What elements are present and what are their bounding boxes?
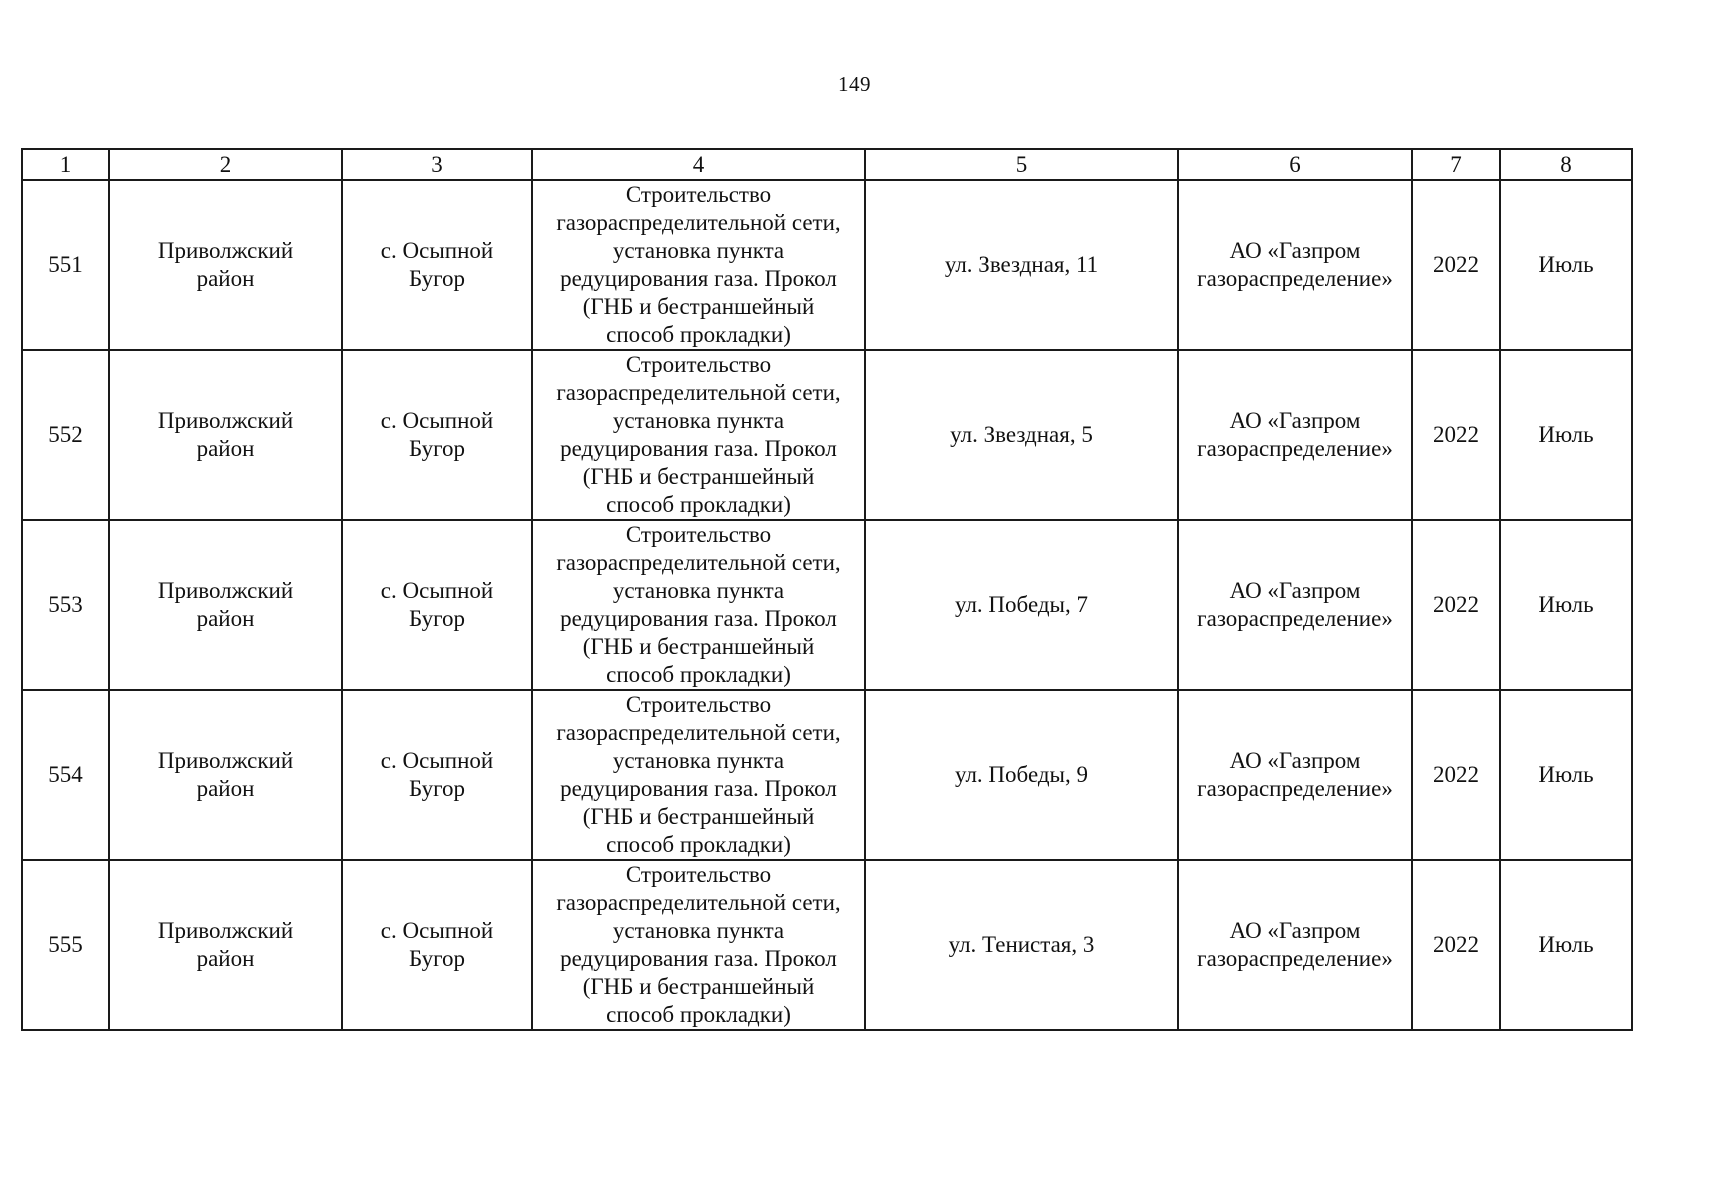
row-number-cell: 554 — [22, 690, 109, 860]
year-cell: 2022 — [1412, 180, 1500, 350]
district-line: район — [196, 436, 255, 461]
row-number-cell: 553 — [22, 520, 109, 690]
work-description-cell — [532, 690, 865, 860]
work-line: установка пункта — [612, 578, 785, 603]
work-line: установка пункта — [612, 408, 785, 433]
work-line: Строительство — [625, 862, 772, 887]
year-cell: 2022 — [1412, 520, 1500, 690]
column-number-header: 4 — [532, 149, 865, 180]
column-number-header: 7 — [1412, 149, 1500, 180]
organization-line: АО «Газпром — [1229, 238, 1361, 263]
work-line: Строительство — [625, 182, 772, 207]
work-line: газораспределительной сети, — [556, 380, 841, 405]
organization-line: газораспределение» — [1197, 266, 1393, 291]
column-number-header: 5 — [865, 149, 1178, 180]
district-cell — [109, 350, 342, 520]
column-number-header: 1 — [22, 149, 109, 180]
settlement-line: Бугор — [409, 946, 465, 971]
district-line: район — [196, 776, 255, 801]
organization-cell — [1178, 860, 1412, 1030]
work-line: установка пункта — [612, 238, 785, 263]
settlement-line: Бугор — [409, 776, 465, 801]
organization-line: газораспределение» — [1197, 946, 1393, 971]
work-line: редуцирования газа. Прокол — [560, 946, 837, 971]
address-cell: ул. Победы, 7 — [865, 520, 1178, 690]
settlement-cell — [342, 520, 532, 690]
organization-cell — [1178, 350, 1412, 520]
district-cell — [109, 860, 342, 1030]
settlement-cell — [342, 350, 532, 520]
work-line: газораспределительной сети, — [556, 550, 841, 575]
district-line: район — [196, 266, 255, 291]
work-description-cell — [532, 860, 865, 1030]
work-line: (ГНБ и бестраншейный — [582, 464, 815, 489]
settlement-line: с. Осыпной — [380, 918, 494, 943]
address-cell: ул. Победы, 9 — [865, 690, 1178, 860]
work-line: газораспределительной сети, — [556, 720, 841, 745]
page-number: 149 — [838, 72, 871, 96]
settlement-line: с. Осыпной — [380, 748, 494, 773]
organization-line: АО «Газпром — [1229, 918, 1361, 943]
district-line: район — [196, 606, 255, 631]
year-cell: 2022 — [1412, 860, 1500, 1030]
work-line: редуцирования газа. Прокол — [560, 436, 837, 461]
district-cell — [109, 690, 342, 860]
work-line: редуцирования газа. Прокол — [560, 606, 837, 631]
district-line: Приволжский — [157, 918, 294, 943]
table-row — [22, 520, 1632, 690]
settlement-line: с. Осыпной — [380, 578, 494, 603]
settlement-line: Бугор — [409, 436, 465, 461]
district-line: Приволжский — [157, 578, 294, 603]
table-row — [22, 180, 1632, 350]
work-line: способ прокладки) — [606, 492, 791, 517]
column-number-header: 3 — [342, 149, 532, 180]
organization-line: АО «Газпром — [1229, 578, 1361, 603]
organization-cell — [1178, 520, 1412, 690]
address-cell: ул. Звездная, 11 — [865, 180, 1178, 350]
organization-line: газораспределение» — [1197, 606, 1393, 631]
works-schedule-table — [21, 148, 1633, 1031]
work-line: способ прокладки) — [606, 662, 791, 687]
row-number-cell: 555 — [22, 860, 109, 1030]
year-cell: 2022 — [1412, 350, 1500, 520]
row-number-cell: 551 — [22, 180, 109, 350]
month-cell: Июль — [1500, 860, 1632, 1030]
district-line: район — [196, 946, 255, 971]
district-line: Приволжский — [157, 408, 294, 433]
column-number-header: 6 — [1178, 149, 1412, 180]
district-cell — [109, 520, 342, 690]
work-description-cell — [532, 520, 865, 690]
month-cell: Июль — [1500, 350, 1632, 520]
settlement-line: с. Осыпной — [380, 238, 494, 263]
work-line: (ГНБ и бестраншейный — [582, 294, 815, 319]
table-row — [22, 350, 1632, 520]
district-line: Приволжский — [157, 748, 294, 773]
table-row — [22, 690, 1632, 860]
address-cell: ул. Звездная, 5 — [865, 350, 1178, 520]
work-line: установка пункта — [612, 918, 785, 943]
work-line: установка пункта — [612, 748, 785, 773]
month-cell: Июль — [1500, 520, 1632, 690]
organization-cell — [1178, 690, 1412, 860]
column-number-header: 8 — [1500, 149, 1632, 180]
work-description-cell — [532, 350, 865, 520]
work-line: способ прокладки) — [606, 322, 791, 347]
row-number-cell: 552 — [22, 350, 109, 520]
work-line: способ прокладки) — [606, 832, 791, 857]
organization-cell — [1178, 180, 1412, 350]
organization-line: газораспределение» — [1197, 776, 1393, 801]
settlement-line: Бугор — [409, 266, 465, 291]
organization-line: АО «Газпром — [1229, 748, 1361, 773]
work-line: (ГНБ и бестраншейный — [582, 634, 815, 659]
settlement-cell — [342, 180, 532, 350]
column-number-row — [22, 149, 1632, 180]
work-line: газораспределительной сети, — [556, 890, 841, 915]
month-cell: Июль — [1500, 690, 1632, 860]
table-row — [22, 860, 1632, 1030]
work-line: газораспределительной сети, — [556, 210, 841, 235]
work-line: (ГНБ и бестраншейный — [582, 804, 815, 829]
settlement-line: с. Осыпной — [380, 408, 494, 433]
settlement-cell — [342, 690, 532, 860]
settlement-line: Бугор — [409, 606, 465, 631]
column-number-header: 2 — [109, 149, 342, 180]
address-cell: ул. Тенистая, 3 — [865, 860, 1178, 1030]
year-cell: 2022 — [1412, 690, 1500, 860]
work-line: Строительство — [625, 692, 772, 717]
district-cell — [109, 180, 342, 350]
organization-line: газораспределение» — [1197, 436, 1393, 461]
work-line: (ГНБ и бестраншейный — [582, 974, 815, 999]
work-description-cell — [532, 180, 865, 350]
month-cell: Июль — [1500, 180, 1632, 350]
work-line: Строительство — [625, 522, 772, 547]
district-line: Приволжский — [157, 238, 294, 263]
work-line: способ прокладки) — [606, 1002, 791, 1027]
work-line: редуцирования газа. Прокол — [560, 266, 837, 291]
work-line: Строительство — [625, 352, 772, 377]
settlement-cell — [342, 860, 532, 1030]
work-line: редуцирования газа. Прокол — [560, 776, 837, 801]
organization-line: АО «Газпром — [1229, 408, 1361, 433]
